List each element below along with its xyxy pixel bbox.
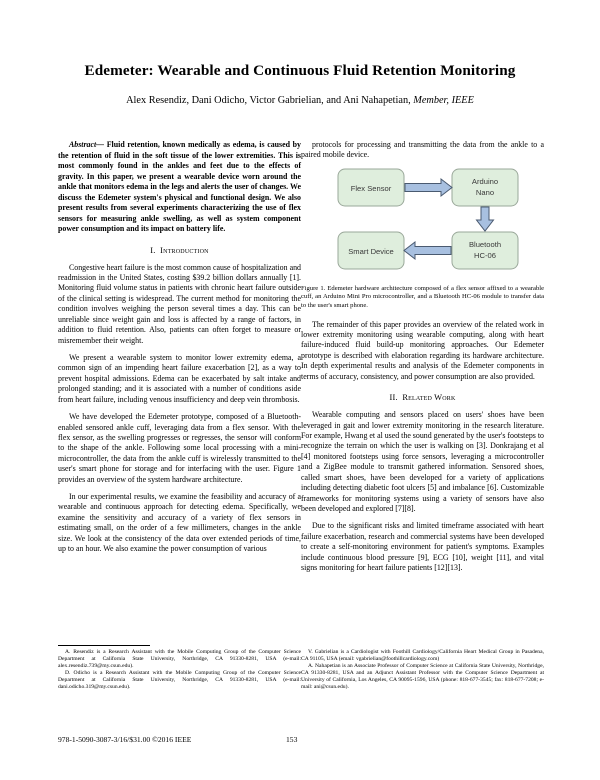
right-column [301,140,544,573]
diagram-arrow-flex-to-arduino [405,179,452,196]
footer-page-number: 153 [286,735,298,744]
paragraph: In our experimental results, we examine the feasibility and accuracy of a wearable and continuous approach for detecting edema. Specifically, we examine the sensitivity and accuracy of a variety of flex sensors in estimating small, on the order of a few millimeters, changes in the ankle size. We look at the consistency of the data over extended periods of time, up to an hour. We also examine the power consumption of various [58,492,301,554]
diagram-arrow-bluetooth-to-smartdevice [404,242,451,259]
footnotes-left [58,645,301,692]
paragraph: The remainder of this paper provides an overview of the related work in lower extremity monitoring using wearable computing, along with heart failure-induced fluid build-up monitoring approaches. Our Edemeter prototype is described with elaboration regarding its hardware architecture. In depth experimental results and analysis of the Edemeter components in terms of accuracy, consistency, and power consumption are also provided. [301,319,544,381]
page-title: Edemeter: Wearable and Continuous Fluid Retention Monitoring [84,62,516,79]
footnote: A. Nahapetian is an Associate Professor of Computer Science at California State University, Northridge, CA 91330-8281, USA and an Adjunct Assistant Professor with the Computer Science Department at University of California, Los Angeles, CA 90095-1596, USA (phone: 818-677-3545; fax: 818-677-7208; e-mail: ani@csun.edu). [301,663,544,691]
author-names: Alex Resendiz, Dani Odicho, Victor Gabrielian, and Ani Nahapetian, [126,95,414,107]
diagram-node-bluetooth-hc06-label-line1: Bluetooth [468,239,502,249]
footnote: D. Odicho is a Research Assistant with the Mobile Computing Group of the Computer Science Department at California State University, Northridge, CA 91330-8281, USA (e-mail: dani.odicho.319@my.csun.edu). [58,670,301,691]
section-heading-introduction [58,245,301,256]
section-title: Introduction [160,245,209,255]
footnote: A. Resendiz is a Research Assistant with the Mobile Computing Group of the Computer Science Department at California State University, Northridge, CA 91330-8281, USA (e-mail: alex.resendiz.739@my.csun.edu). [58,649,301,670]
abstract-label: Abstract— [69,140,107,149]
figure-caption-label: Figure 1. [301,284,326,292]
section-number: II. [389,393,398,403]
section-heading-related-work [301,392,544,403]
figure-caption [301,285,544,311]
diagram-node-smart-device-label: Smart Device [348,246,394,256]
diagram-arrow-arduino-to-bluetooth [477,207,494,231]
diagram-node-arduino-nano-label-line2: Nano [475,187,495,197]
diagram-node-bluetooth-hc06-label-line2: HC-06 [474,250,496,260]
paragraph: Congestive heart failure is the most common cause of hospitalization and readmission in the United States, costing $39.2 billion dollars annually [1]. Monitoring fluid volume status in patients with chronic heart failure outside of the clinical setting is widespread. The current method for monitoring the condition involves weighing the person several times a day. This can be unreliable since weight gain and loss is affected by a range of factors, in addition to fluid retention. Also, patients can often forget to measure or misremember their weight. [58,262,301,345]
figure-1 [301,161,544,279]
abstract [58,140,301,235]
paragraph: We have developed the Edemeter prototype, composed of a Bluetooth-enabled sensored ankle cuff, leveraging data from a flex sensor. With the flex sensor, as the swelling progresses or regresses, the sensor will conform to the shape of the ankle. Following some local processing with a mini-microcontroller, the data from the ankle cuff is wirelessly transmitted to the user's smart phone for storage and for interfacing with the user. Figure 1 provides an overview of the system hardware architecture. [58,412,301,484]
section-title: Related Work [402,393,456,403]
diagram-node-flex-sensor-label: Flex Sensor [350,183,392,193]
system-architecture-diagram [301,161,544,279]
paragraph: protocols for processing and transmitting the data from the ankle to a paired mobile device. [301,140,544,160]
footnotes-right [301,645,544,692]
title-block [45,62,555,108]
abstract-text: Fluid retention, known medically as edema, is caused by the retention of fluid in the soft tissue of the lower extremities. This is most commonly found in the ankles and feet due to the effects of gravity. In this paper, we present a wearable device worn around the ankle that monitors edema in the legs and alerts the user of changes. We discuss the Edemeter system's physical and functional design. We also present results from several experiments characterizing the use of flex sensors for measuring ankle swelling, as well as system component power consumption and its impact on battery life. [58,140,301,233]
author-membership: Member, IEEE [413,95,474,107]
paragraph: Due to the significant risks and limited timeframe associated with heart failure exacerbation, research and commercial systems have been developed to create a self-monitoring environment for patient's symptoms. Examples include continuous blood pressure [9], ECG [10], weight [11], and vital signs monitoring for heart failure patients [12][13]. [301,521,544,573]
footnote-separator-spacer [301,645,393,646]
figure-caption-text: Edemeter hardware architecture composed of a flex sensor affixed to a wearable cuff, an Arduino Mini Pro microcontroller, and a Bluetooth HC-06 module to transfer data to the user's smart phone. [301,284,544,309]
left-column [58,140,301,555]
author-line [45,95,555,107]
paragraph: We present a wearable system to monitor lower extremity edema, a common sign of an impending heart failure exacerbation [2], as a way to prevent hospital admissions. Edema can be exacerbated by salt intake and prolonged standing; and it is associated with a number of conditions aside from heart failure, including venous insufficiency and deep vein thrombosis. [58,352,301,404]
footer-isbn: 978-1-5090-3087-3/16/$31.00 ©2016 IEEE [58,735,192,744]
footnote-separator-rule [58,645,150,646]
paragraph: Wearable computing and sensors placed on users' shoes have been leveraged in gait and lower extremity monitoring in the research literature. For example, Hwang et al used the sound generated by the user's footsteps to recognize the terrain on which the user is walking on [3]. Donkrajang et al [4] monitored footsteps using force sensors, leveraging a microcontroller and a ZigBee module to transmit gathered information. Sensored shoes, called smart shoes, have been developed for a variety of applications including detecting diabetic foot ulcers [5] and imbalance [6]. Customizable frameworks for monitoring systems using a variety of sensors have also been developed and explored [7][8]. [301,410,544,513]
footnote: V. Gabrielian is a Cardiologist with Foothill Cardiology/California Heart Medical Group in Pasadena, CA 91105, USA (email: vgabrielian@foothillcardiology.com) [301,649,544,663]
diagram-node-arduino-nano-label-line1: Arduino [471,176,499,186]
section-number: I. [150,245,156,255]
